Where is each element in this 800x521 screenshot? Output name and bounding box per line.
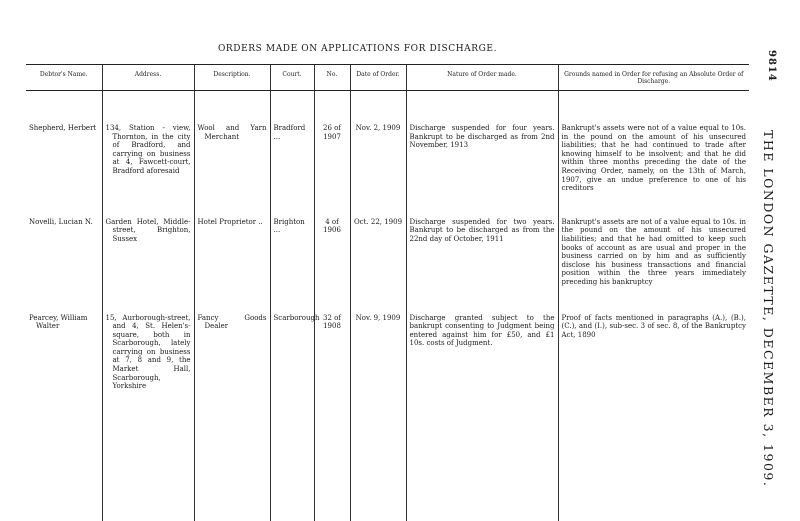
debtor-name: Pearcey, William Walter xyxy=(29,313,88,331)
refusal-grounds: Bankrupt's assets were not of a value equal to 10s. in the pound on the amount of his unsecured liabilities; that he had continued to trade after knowing himself to be insolvent; and that he did within three months preceding the date of the Receiving Order, namely, on the 13th of March, 1907, give an undue preference to one of his creditors xyxy=(558,91,749,193)
running-head: THE LONDON GAZETTE, DECEMBER 3, 1909. xyxy=(761,130,776,488)
court: Scarborough xyxy=(270,287,314,521)
order-date: Nov. 2, 1909 xyxy=(350,91,406,193)
refusal-grounds: Proof of facts mentioned in paragraphs (A.), (B.), (C.), and (I.), sub-sec. 3 of sec. 8, of the Bankruptcy Act, 1890 xyxy=(558,287,749,521)
debtor-name: Shepherd, Herbert xyxy=(29,124,97,132)
table-row xyxy=(26,287,749,521)
case-number: 4 of 1906 xyxy=(314,193,350,287)
debtor-address: 134, Station - view, Thornton, in the city of Bradford, and carrying on business at 4, Fawcett-court, Bradford aforesaid xyxy=(102,91,194,193)
table-header-row xyxy=(26,65,749,91)
header-address: Address. xyxy=(102,65,194,91)
order-nature: Discharge suspended for four years. Bankrupt to be discharged as from 2nd November, 1913 xyxy=(406,91,558,193)
table-row xyxy=(26,193,749,287)
case-number: 32 of 1908 xyxy=(314,287,350,521)
order-date: Oct. 22, 1909 xyxy=(350,193,406,287)
header-description: Description. xyxy=(194,65,270,91)
debtor-address: Garden Hotel, Middle-street, Brighton, Sussex xyxy=(102,193,194,287)
debtor-name: Novelli, Lucian N. xyxy=(29,217,93,226)
court: Bradford ... xyxy=(270,91,314,193)
page-number: 9814 xyxy=(766,50,777,82)
header-date: Date of Order. xyxy=(350,65,406,91)
refusal-grounds: Bankrupt's assets are not of a value equal to 10s. in the pound on the amount of his unsecured liabilities; and that he had omitted to keep such books of account as are usual and proper in the business carried on by him and as sufficiently disclose his business transactions and financial position within the three years immediately preceding his bankruptcy xyxy=(558,193,749,287)
debtor-description: Fancy Goods Dealer xyxy=(194,287,270,521)
header-no: No. xyxy=(314,65,350,91)
discharge-orders-table xyxy=(26,64,749,521)
header-name: Debtor's Name. xyxy=(26,65,102,91)
case-number: 26 of 1907 xyxy=(314,91,350,193)
page-title: ORDERS MADE ON APPLICATIONS FOR DISCHARGE. xyxy=(217,44,498,54)
table-row xyxy=(26,91,749,193)
debtor-description: Hotel Proprietor .. xyxy=(194,193,270,287)
header-grounds: Grounds named in Order for refusing an Absolute Order of Discharge. xyxy=(558,65,749,91)
court: Brighton ... xyxy=(270,193,314,287)
order-date: Nov. 9, 1909 xyxy=(350,287,406,521)
order-nature: Discharge granted subject to the bankrupt consenting to Judgment being entered against him for £50, and £1 10s. costs of Judgment. xyxy=(406,287,558,521)
debtor-address: 15, Aurborough-street, and 4, St. Helen's-square, both in Scarborough, lately carrying on business at 7, 8 and 9, the Market Hall, Scarborough, Yorkshire xyxy=(102,287,194,521)
order-nature: Discharge suspended for two years. Bankrupt to be discharged as from the 22nd day of October, 1911 xyxy=(406,193,558,287)
header-court: Court. xyxy=(270,65,314,91)
debtor-description: Wool and Yarn Merchant xyxy=(194,91,270,193)
header-nature: Nature of Order made. xyxy=(406,65,558,91)
